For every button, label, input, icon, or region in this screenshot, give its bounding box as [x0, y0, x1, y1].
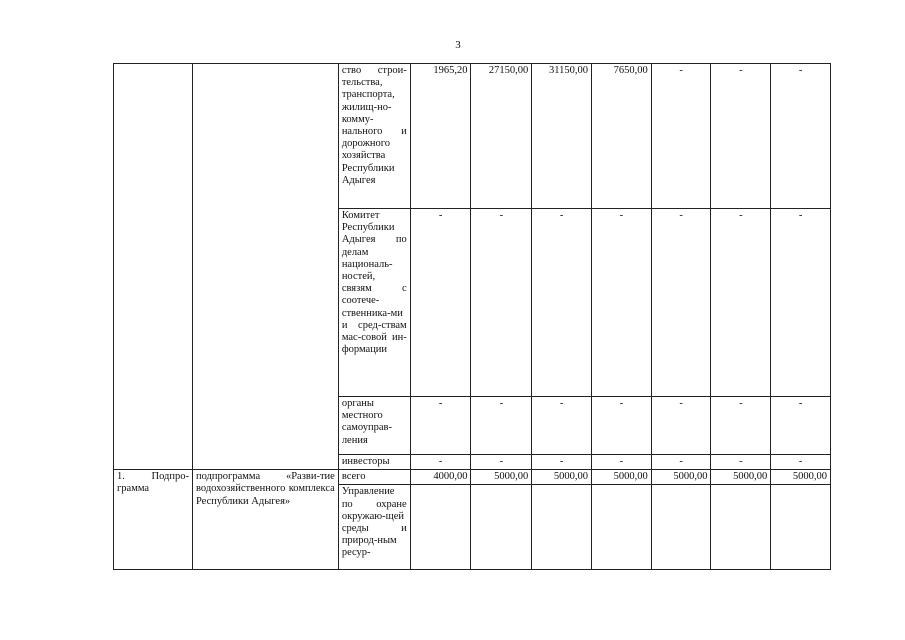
- value-cell: -: [410, 455, 471, 470]
- value-cell: [532, 485, 592, 570]
- value-cell: -: [651, 455, 711, 470]
- status-cell: 1. Подпро-грамма: [114, 470, 193, 570]
- value-cell: [410, 485, 471, 570]
- page-number: 3: [455, 39, 461, 51]
- value-cell: -: [771, 455, 831, 470]
- value-cell: -: [591, 455, 651, 470]
- value-cell: -: [711, 64, 771, 209]
- value-cell: -: [410, 397, 471, 455]
- program-name-cell: подпрограмма «Разви-тие водохозяйственного комплекса Республики Адыгея»: [192, 470, 338, 570]
- executor-cell: органы местного самоуправ-ления: [338, 397, 410, 455]
- status-cell-empty: [114, 64, 193, 470]
- value-cell: -: [471, 455, 532, 470]
- executor-cell: ство строи-тельства, транспорта, жилищ-но-комму-нального и дорожного хозяйства Республики Адыгея: [338, 64, 410, 209]
- value-cell: 5000,00: [711, 470, 771, 485]
- value-cell: -: [410, 209, 471, 397]
- value-cell: 5000,00: [651, 470, 711, 485]
- table-row: [114, 470, 831, 485]
- value-cell: -: [471, 397, 532, 455]
- program-name-cell-empty: [192, 64, 338, 470]
- value-cell: 4000,00: [410, 470, 471, 485]
- table-row: [114, 64, 831, 209]
- executor-cell: всего: [338, 470, 410, 485]
- value-cell: -: [711, 397, 771, 455]
- value-cell: -: [591, 397, 651, 455]
- value-cell: 7650,00: [591, 64, 651, 209]
- value-cell: [711, 485, 771, 570]
- value-cell: 31150,00: [532, 64, 592, 209]
- value-cell: 1965,20: [410, 64, 471, 209]
- value-cell: [771, 485, 831, 570]
- value-cell: -: [651, 64, 711, 209]
- value-cell: -: [771, 64, 831, 209]
- value-cell: 27150,00: [471, 64, 532, 209]
- value-cell: [471, 485, 532, 570]
- value-cell: -: [532, 209, 592, 397]
- value-cell: 5000,00: [771, 470, 831, 485]
- value-cell: 5000,00: [471, 470, 532, 485]
- value-cell: -: [771, 209, 831, 397]
- executor-cell: инвесторы: [338, 455, 410, 470]
- value-cell: [591, 485, 651, 570]
- value-cell: [651, 485, 711, 570]
- executor-cell: Комитет Республики Адыгея по делам националь-ностей, связям с соотече-ственника-ми и сред-ствам мас-совой ин-формации: [338, 209, 410, 397]
- budget-table: [113, 63, 831, 570]
- executor-cell: Управление по охране окружаю-щей среды и природ-ным ресур-: [338, 485, 410, 570]
- value-cell: -: [711, 455, 771, 470]
- value-cell: -: [651, 209, 711, 397]
- value-cell: 5000,00: [532, 470, 592, 485]
- value-cell: -: [771, 397, 831, 455]
- value-cell: -: [532, 455, 592, 470]
- value-cell: -: [532, 397, 592, 455]
- value-cell: -: [711, 209, 771, 397]
- value-cell: 5000,00: [591, 470, 651, 485]
- value-cell: -: [471, 209, 532, 397]
- value-cell: -: [651, 397, 711, 455]
- value-cell: -: [591, 209, 651, 397]
